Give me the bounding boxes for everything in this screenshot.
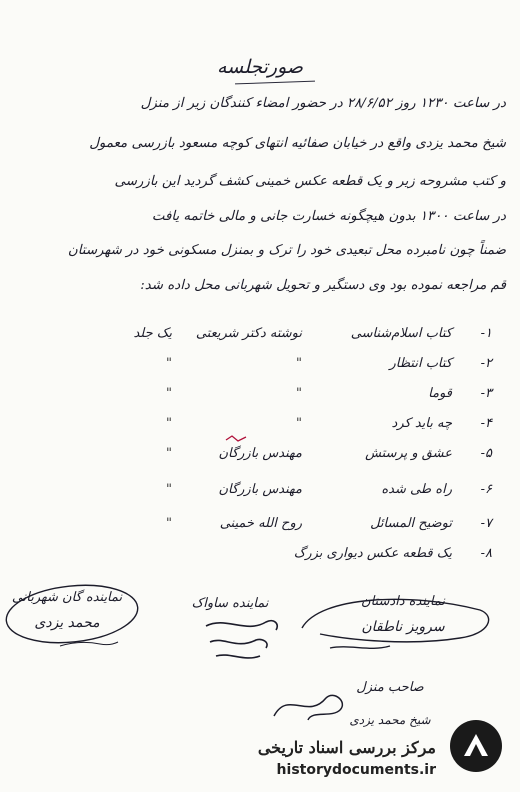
item-number: ۷- (480, 516, 492, 531)
item-number: ۵- (480, 446, 492, 461)
item-title: کتاب انتظار (389, 356, 452, 371)
item-title: عشق و پرستش (365, 446, 452, 461)
paragraph-line-5: ضمناً چون نامبرده محل تبعیدی خود را ترک و بمنزل مسکونی خود در شهرستان (67, 243, 506, 258)
list-item (12, 322, 492, 350)
paragraph-line-1: در ساعت ۱۲۳۰ روز ۲۸/۶/۵۲ در حضور امضاء کنندگان زیر از منزل (140, 96, 506, 111)
signature-scribble-owner (268, 680, 368, 730)
list-item (12, 478, 492, 506)
item-author: " (296, 356, 302, 371)
item-number: ۳- (480, 386, 492, 401)
watermark-url: historydocuments.ir (276, 762, 436, 778)
item-count: " (166, 416, 172, 431)
paragraph-line-6: قم مراجعه نموده بود وی دستگیر و تحویل شهربانی محل داده شد: (140, 278, 506, 293)
signature-savak (175, 596, 285, 611)
item-author: روح الله خمینی (219, 516, 302, 531)
item-count: " (166, 516, 172, 531)
paragraph-line-3: و کتب مشروحه زیر و یک قطعه عکس خمینی کشف گردید این بازرسی (114, 174, 506, 189)
signature-title: نماینده دادستان (361, 594, 445, 609)
signature-oval (0, 580, 150, 660)
item-author: مهندس بازرگان (218, 482, 302, 497)
item-number: ۱- (480, 326, 492, 341)
document-title: صورتجلسه (216, 56, 304, 78)
item-title: قوما (428, 386, 452, 401)
item-number: ۲- (480, 356, 492, 371)
list-item (12, 412, 492, 440)
signature-loop (290, 588, 500, 668)
item-author: نوشته دکتر شریعتی (195, 326, 302, 341)
item-title: راه طی شده (381, 482, 452, 497)
item-number: ۸- (480, 546, 492, 561)
item-title: کتاب اسلام‌شناسی (350, 326, 452, 341)
signature-title: صاحب منزل (356, 680, 424, 695)
list-item (12, 382, 492, 410)
signature-name: سرویز ناطقان (361, 619, 445, 635)
item-title: توضیح المسائل (370, 516, 452, 531)
watermark-text: مرکز بررسی اسناد تاریخی (257, 738, 436, 757)
signature-name: شیخ محمد یزدی (349, 713, 431, 727)
list-item (12, 352, 492, 380)
item-number: ۶- (480, 482, 492, 497)
title-underline (235, 81, 315, 85)
signature-scribble (196, 612, 286, 668)
signature-name: محمد یزدی (34, 615, 100, 631)
item-author: " (296, 386, 302, 401)
item-count: " (166, 482, 172, 497)
item-number: ۴- (480, 416, 492, 431)
list-item (12, 542, 492, 570)
item-count: " (166, 446, 172, 461)
signature-title: نماینده گان شهربانی (11, 590, 123, 605)
item-author: مهندس بازرگان (218, 446, 302, 461)
item-author: " (296, 416, 302, 431)
red-mark (224, 432, 248, 446)
item-count: " (166, 356, 172, 371)
paragraph-line-2: شیخ محمد یزدی واقع در خیابان صفائیه انتهای کوچه مسعود بازرسی معمول (89, 136, 506, 151)
list-item (12, 512, 492, 540)
item-count: یک جلد (133, 326, 172, 341)
item-title: چه باید کرد (391, 416, 452, 431)
archive-logo-icon (446, 716, 506, 776)
paragraph-line-4: در ساعت ۱۳۰۰ بدون هیچگونه خسارت جانی و مالی خاتمه یافت (151, 209, 506, 224)
signature-title: نماینده ساواک (191, 596, 269, 611)
item-title: یک قطعه عکس دیواری بزرگ (293, 546, 452, 561)
item-count: " (166, 386, 172, 401)
list-item (12, 442, 492, 470)
